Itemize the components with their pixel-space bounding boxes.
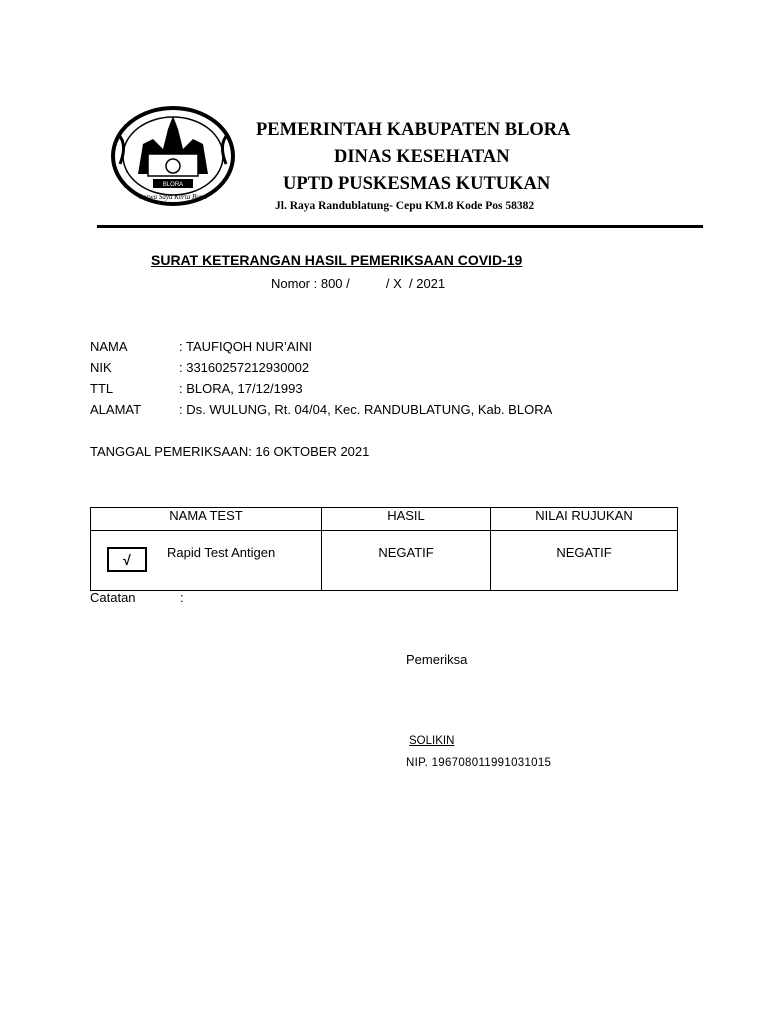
signature-nip: NIP. 196708011991031015	[406, 757, 552, 769]
identity-label-name: NAMA	[90, 339, 128, 354]
logo-motto-text: Sarwa Saya Kerta Bumi	[139, 193, 207, 201]
signature-role: Pemeriksa	[406, 652, 468, 667]
table-header-result: HASIL	[322, 508, 491, 531]
identity-label-nik: NIK	[90, 360, 112, 375]
logo-banner-text: BLORA	[162, 182, 184, 188]
table-header-reference: NILAI RUJUKAN	[491, 508, 678, 531]
header-divider	[97, 225, 703, 228]
table-cell-result	[322, 531, 491, 591]
table-header-test: NAMA TEST	[91, 508, 322, 531]
reference-value: NEGATIF	[556, 545, 612, 560]
header-line-1: PEMERINTAH KABUPATEN BLORA	[256, 120, 571, 140]
identity-label-address: ALAMAT	[90, 402, 142, 417]
header-line-2: DINAS KESEHATAN	[334, 147, 510, 167]
results-table	[90, 507, 678, 591]
identity-value-name: : TAUFIQOH NUR’AINI	[179, 339, 313, 354]
header-address: Jl. Raya Randublatung- Cepu KM.8 Kode Pos 58382	[275, 200, 535, 212]
test-name: Rapid Test Antigen	[167, 545, 276, 560]
table-cell-reference	[491, 531, 678, 591]
exam-date: TANGGAL PEMERIKSAAN: 16 OKTOBER 2021	[90, 444, 370, 459]
checkmark-box: √	[107, 547, 147, 572]
notes-label: Catatan	[90, 590, 136, 605]
emblem-logo	[108, 104, 238, 209]
table-header-row	[91, 508, 678, 531]
signature-name: SOLIKIN	[409, 735, 455, 747]
notes-separator: :	[180, 590, 184, 605]
table-cell-test	[91, 531, 322, 591]
identity-value-nik: : 33160257212930002	[179, 360, 310, 375]
document-number: Nomor : 800 / / X / 2021	[271, 276, 446, 291]
identity-label-ttl: TTL	[90, 381, 114, 396]
identity-value-address: : Ds. WULUNG, Rt. 04/04, Kec. RANDUBLATUNG, Kab. BLORA	[179, 402, 553, 417]
table-row	[91, 531, 678, 591]
header-line-3: UPTD PUSKESMAS KUTUKAN	[283, 174, 551, 194]
document-title: SURAT KETERANGAN HASIL PEMERIKSAAN COVID-19	[151, 252, 523, 268]
identity-value-ttl: : BLORA, 17/12/1993	[179, 381, 303, 396]
result-value: NEGATIF	[378, 545, 434, 560]
